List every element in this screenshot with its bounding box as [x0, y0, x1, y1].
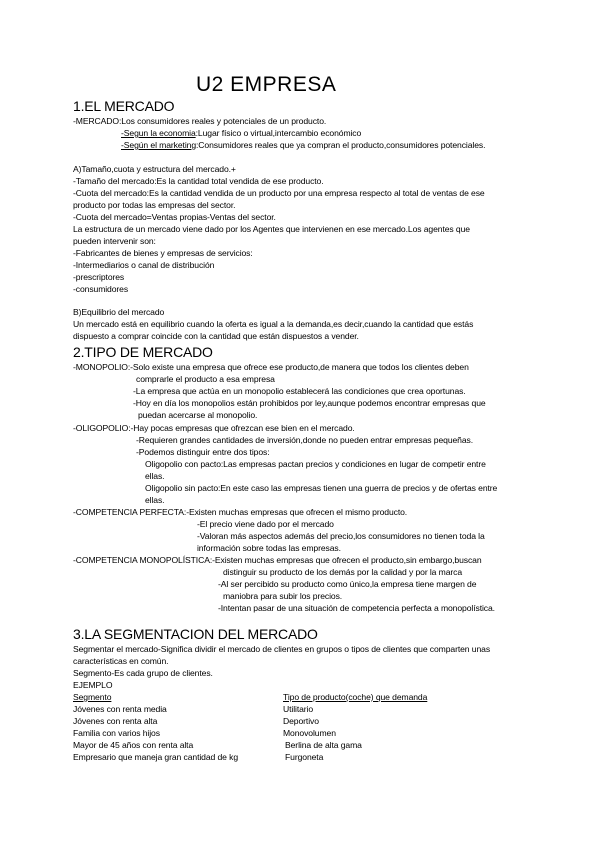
competencia-perfecta-line: -COMPETENCIA PERFECTA:-Existen muchas empresas que ofrecen el mismo producto. [73, 507, 408, 517]
table-cell-segmento: Jóvenes con renta media [73, 704, 167, 714]
text-line: -Cuota del mercado=Ventas propias-Ventas del sector. [73, 212, 276, 222]
competencia-perfecta-line: -Valoran más aspectos además del precio,los consumidores no tienen toda la [197, 531, 485, 541]
monopolio-line: -La empresa que actúa en un monopolio establecerá las condiciones que crea oportunas. [133, 386, 466, 396]
text-line: Segmento-Es cada grupo de clientes. [73, 668, 213, 678]
oligopolio-line: Oligopolio con pacto:Las empresas pactan precios y condiciones en lugar de competir entre [145, 459, 486, 469]
subheading-equilibrio: B)Equilibrio del mercado [73, 307, 165, 317]
monopolio-line: -Hoy en día los monopolios están prohibidos por ley,aunque podemos encontrar empresas que [133, 398, 486, 408]
table-cell-segmento: Familia con varios hijos [73, 728, 160, 738]
mercado-definition: -MERCADO:Los consumidores reales y potenciales de un producto. [73, 116, 327, 126]
subheading-tamano: A)Tamaño,cuota y estructura del mercado.+ [73, 164, 236, 174]
economia-text: :Lugar físico o virtual,intercambio económico [195, 128, 362, 138]
competencia-monopolistica-line: -Intentan pasar de una situación de competencia perfecta a monopolística. [218, 603, 495, 613]
text-line: Un mercado está en equilibrio cuando la oferta es igual a la demanda,es decir,cuando la cantidad que estás [73, 319, 474, 329]
competencia-monopolistica-line: maniobra para subir los precios. [223, 591, 343, 601]
monopolio-line: puedan acercarse al monopolio. [138, 410, 258, 420]
table-cell-segmento: Mayor de 45 años con renta alta [73, 740, 194, 750]
ejemplo-label: EJEMPLO [73, 680, 113, 690]
table-cell-segmento: Empresario que maneja gran cantidad de kg [73, 752, 239, 762]
competencia-perfecta-line: -El precio viene dado por el mercado [197, 519, 334, 529]
monopolio-line: -MONOPOLIO:-Solo existe una empresa que ofrece ese producto,de manera que todos los clientes deben [73, 362, 469, 372]
table-header-tipo-producto: Tipo de producto(coche) que demanda [283, 692, 428, 702]
text-line: pueden intervenir son: [73, 236, 156, 246]
oligopolio-line: -Podemos distinguir entre dos tipos: [136, 447, 270, 457]
text-line: La estructura de un mercado viene dado por los Agentes que intervienen en ese mercado.Los agentes que [73, 224, 470, 234]
marketing-text: :Consumidores reales que ya compran el producto,consumidores potenciales. [196, 140, 486, 150]
economia-line [121, 128, 361, 139]
section-heading-segmentacion: 3.LA SEGMENTACION DEL MERCADO [73, 626, 318, 642]
oligopolio-line: -OLIGOPOLIO:-Hay pocas empresas que ofrezcan ese bien en el mercado. [73, 423, 355, 433]
table-cell-producto: Monovolumen [283, 728, 336, 738]
text-line: -Cuota del mercado:Es la cantidad vendida de un producto por una empresa respecto al total de ventas de ese [73, 188, 485, 198]
text-line: Segmentar el mercado-Significa dividir el mercado de clientes en grupos o tipos de clientes que comparten unas [73, 644, 491, 654]
oligopolio-line: Oligopolio sin pacto:En este caso las empresas tienen una guerra de precios y de ofertas entre [145, 483, 498, 493]
table-cell-producto: Utilitario [283, 704, 314, 714]
competencia-monopolistica-line: -Al ser percibido su producto como único,la empresa tiene margen de [218, 579, 477, 589]
monopolio-line: comprarle el producto a esa empresa [136, 374, 275, 384]
text-line: -Intermediarios o canal de distribución [73, 260, 215, 270]
table-cell-producto: Berlina de alta gama [285, 740, 362, 750]
oligopolio-line: ellas. [145, 471, 165, 481]
text-line: -consumidores [73, 284, 129, 294]
competencia-monopolistica-line: -COMPETENCIA MONOPOLÍSTICA:-Existen muchas empresas que ofrecen el producto,sin embargo,buscan [73, 555, 482, 565]
competencia-perfecta-line: información sobre todas las empresas. [197, 543, 341, 553]
table-header-segmento: Segmento [73, 692, 112, 702]
text-line: producto por todas las empresas del sector. [73, 200, 236, 210]
economia-label: -Segun la economia [121, 128, 196, 138]
table-cell-producto: Furgoneta [285, 752, 324, 762]
marketing-line [121, 140, 485, 151]
oligopolio-line: ellas. [145, 495, 165, 505]
document-title: U2 EMPRESA [196, 73, 337, 96]
section-heading-mercado: 1.EL MERCADO [73, 98, 175, 114]
competencia-monopolistica-line: distinguir su producto de los demás por la calidad y por la marca [223, 567, 463, 577]
table-cell-segmento: Jóvenes con renta alta [73, 716, 158, 726]
text-line: -prescriptores [73, 272, 125, 282]
marketing-label: -Según el marketing [121, 140, 197, 150]
text-line: características en común. [73, 656, 169, 666]
table-cell-producto: Deportivo [283, 716, 319, 726]
text-line: -Fabricantes de bienes y empresas de servicios: [73, 248, 253, 258]
text-line: -Tamaño del mercado:Es la cantidad total vendida de ese producto. [73, 176, 324, 186]
section-heading-tipo-mercado: 2.TIPO DE MERCADO [73, 344, 213, 360]
text-line: dispuesto a comprar coincide con la cantidad que están dispuestos a vender. [73, 331, 359, 341]
oligopolio-line: -Requieren grandes cantidades de inversión,donde no pueden entrar empresas pequeñas. [136, 435, 474, 445]
